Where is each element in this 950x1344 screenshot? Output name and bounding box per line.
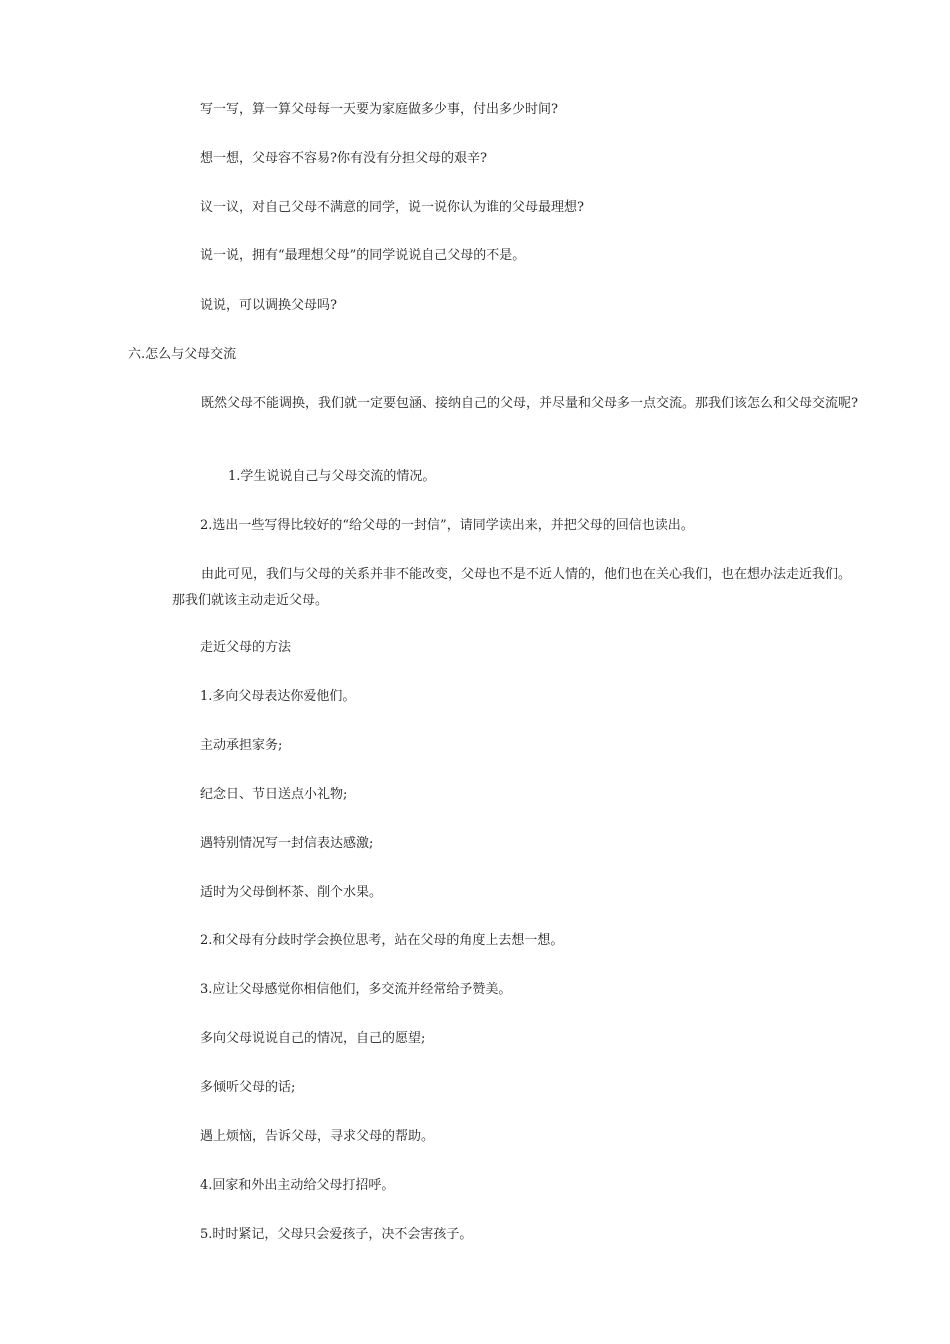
method-item: 3.应让父母感觉你相信他们，多交流并经常给予赞美。 xyxy=(200,982,512,997)
paragraph-intro: 既然父母不能调换，我们就一定要包涵、接纳自己的父母，并尽量和父母多一点交流。那我们该怎么和父母交流呢? xyxy=(201,396,858,411)
method-item: 多向父母说说自己的情况，自己的愿望; xyxy=(200,1031,426,1046)
method-item: 遇上烦恼，告诉父母，寻求父母的帮助。 xyxy=(200,1129,435,1144)
section-heading: 六.怎么与父母交流 xyxy=(128,347,237,362)
method-item: 主动承担家务; xyxy=(200,738,283,753)
method-item: 纪念日、节日送点小礼物; xyxy=(200,787,348,802)
method-item: 2.和父母有分歧时学会换位思考，站在父母的角度上去想一想。 xyxy=(200,933,564,948)
text-line-swap: 说说，可以调换父母吗? xyxy=(200,298,337,313)
method-item: 1.多向父母表达你爱他们。 xyxy=(200,689,356,704)
paragraph-conclusion: 由此可见，我们与父母的关系并非不能改变，父母也不是不近人情的，他们也在关心我们，也在想办法走近我们。那我们就该主动走近父母。 xyxy=(172,567,852,608)
method-item: 5.时时紧记，父母只会爱孩子，决不会害孩子。 xyxy=(200,1227,473,1242)
step-2: 2.选出一些写得比较好的“给父母的一封信”，请同学读出来，并把父母的回信也读出。 xyxy=(200,518,694,533)
methods-title: 走近父母的方法 xyxy=(200,640,292,655)
step-1: 1.学生说说自己与父母交流的情况。 xyxy=(228,469,436,484)
text-line-say: 说一说，拥有“最理想父母”的同学说说自己父母的不是。 xyxy=(200,248,526,263)
text-line-write: 写一写，算一算父母每一天要为家庭做多少事，付出多少时间? xyxy=(200,102,558,117)
method-item: 适时为父母倒杯茶、削个水果。 xyxy=(200,885,383,900)
text-line-discuss: 议一议，对自己父母不满意的同学，说一说你认为谁的父母最理想? xyxy=(200,200,584,215)
method-item: 遇特别情况写一封信表达感激; xyxy=(200,836,374,851)
text-line-think: 想一想，父母容不容易?你有没有分担父母的艰辛? xyxy=(200,151,487,166)
method-item: 多倾听父母的话; xyxy=(200,1080,296,1095)
method-item: 4.回家和外出主动给父母打招呼。 xyxy=(200,1178,395,1193)
